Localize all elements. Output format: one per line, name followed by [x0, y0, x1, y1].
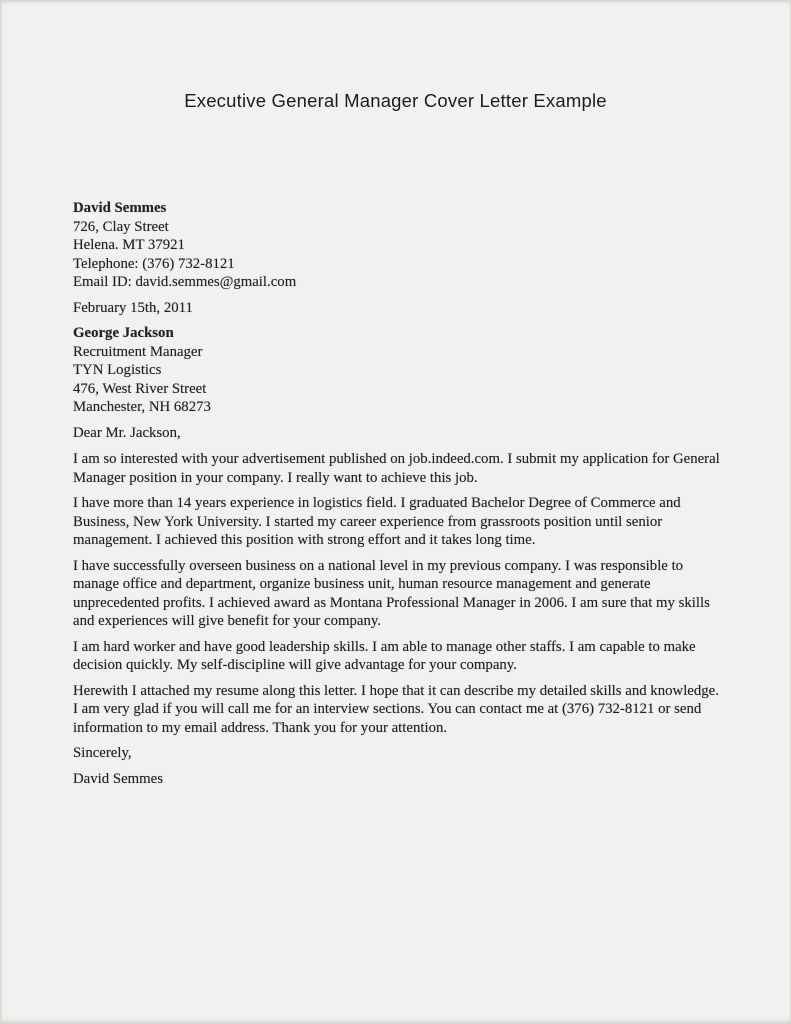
- document-title: Executive General Manager Cover Letter Example: [184, 90, 607, 111]
- sender-name: David Semmes: [73, 200, 167, 216]
- salutation: Dear Mr. Jackson,: [73, 424, 181, 441]
- paragraph-contact: Herewith I attached my resume along this letter. I hope that it can describe my detailed skills and knowledge. I am very glad if you will call me for an interview sections. You can contact me at (376) 732-8121 or send information to my email address. Thank you for your attention.: [73, 682, 719, 736]
- paragraph-experience: I have more than 14 years experience in logistics field. I graduated Bachelor Degree of Commerce and Business, New York University. I started my career experience from grassroots position until senior management. I achieved this position with strong effort and it takes long time.: [73, 495, 681, 548]
- recipient-address-line2: Manchester, NH 68273: [73, 399, 211, 415]
- sender-address-line2: Helena. MT 37921: [73, 237, 185, 253]
- paragraph-intro: I am so interested with your advertisement published on job.indeed.com. I submit my application for General Manager position in your company. I really want to achieve this job.: [73, 451, 720, 486]
- letter-body: [73, 199, 723, 788]
- recipient-job-title: Recruitment Manager: [73, 343, 203, 360]
- paragraph-achievements: I have successfully overseen business on a national level in my previous company. I was responsible to manage office and department, organize business unit, human resource management and generate unprecedented profits. I achieved award as Montana Professional Manager in 2006. I am sure that my skills and experiences will give benefit for your company.: [73, 557, 710, 629]
- recipient-company: TYN Logistics: [73, 362, 162, 378]
- sender-address-line1: 726, Clay Street: [73, 218, 169, 235]
- recipient-block: [73, 324, 723, 417]
- sender-block: [73, 199, 723, 292]
- sender-email: Email ID: david.semmes@gmail.com: [73, 274, 297, 290]
- signature-name: David Semmes: [73, 770, 164, 787]
- recipient-address-line1: 476, West River Street: [73, 380, 207, 397]
- closing: Sincerely,: [73, 745, 132, 761]
- sender-telephone: Telephone: (376) 732-8121: [73, 255, 235, 272]
- letter-date: February 15th, 2011: [73, 299, 193, 316]
- paragraph-skills: I am hard worker and have good leadership skills. I am able to manage other staffs. I am capable to make decision quickly. My self-discipline will give advantage for your company.: [73, 638, 696, 673]
- recipient-name: George Jackson: [73, 325, 174, 341]
